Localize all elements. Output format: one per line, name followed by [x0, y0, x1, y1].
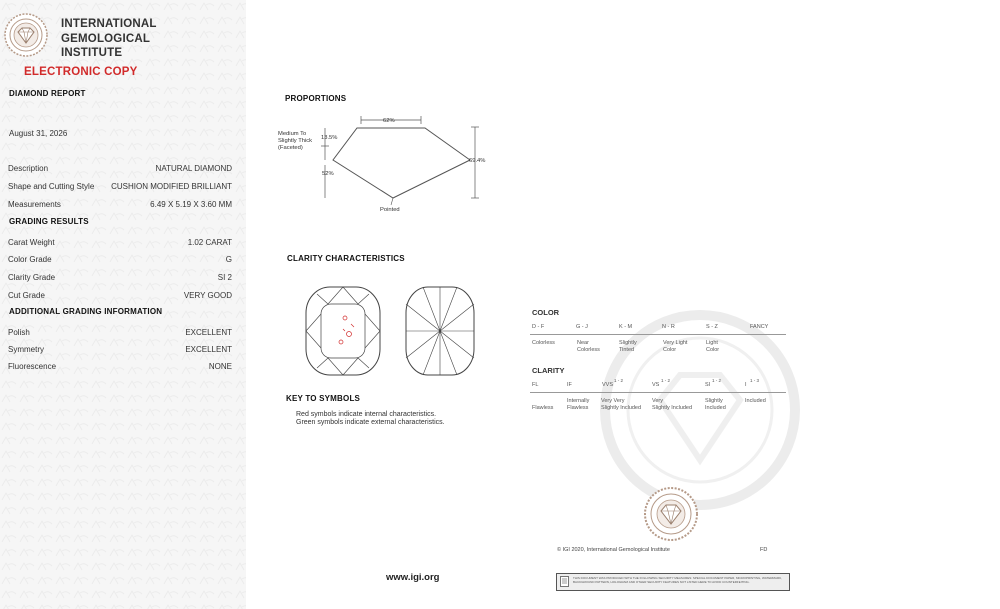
copyright-text: © IGI 2020, International Gemological Institute: [557, 547, 670, 553]
color-description: [532, 340, 555, 347]
key-red-text: Red symbols indicate internal characteristics.: [296, 411, 437, 418]
clarity-grade: I: [745, 382, 747, 388]
girdle-line: (Faceted): [278, 145, 303, 151]
color-description: [619, 340, 637, 354]
proportions-diagram: [275, 110, 500, 220]
org-line-3: INSTITUTE: [61, 47, 123, 59]
color-grade: K - M: [619, 324, 633, 330]
clarity-desc-line: Very: [652, 398, 664, 404]
website-link[interactable]: www.igi.org: [386, 572, 440, 583]
color-description: [577, 340, 600, 354]
clarity-scale-heading: CLARITY: [532, 366, 565, 375]
grading-label: Cut Grade: [8, 291, 45, 300]
crown-percentage: 13.5%: [321, 135, 338, 141]
clarity-grade-subscript: 1 - 3: [750, 378, 760, 383]
color-grade: N - R: [662, 324, 675, 330]
igi-footer-seal: [643, 486, 699, 542]
detail-value: CUSHION MODIFIED BRILLIANT: [111, 182, 232, 191]
pavilion-plot-diagram: [403, 284, 477, 378]
clarity-description: [601, 398, 641, 412]
report-title: DIAMOND REPORT: [9, 89, 86, 98]
grading-value: G: [225, 255, 232, 264]
color-description: [706, 340, 719, 354]
total-depth-percentage: 69.4%: [469, 158, 486, 164]
clarity-description: [532, 405, 553, 412]
detail-value: NATURAL DIAMOND: [155, 164, 232, 173]
clarity-grade: VVS: [602, 382, 614, 388]
clarity-desc-line: Included: [745, 398, 766, 404]
additional-label: Fluorescence: [8, 362, 57, 371]
document-icon: [560, 576, 570, 587]
color-grade: FANCY: [750, 324, 769, 330]
org-line-2: GEMOLOGICAL: [61, 32, 151, 45]
detail-value: 6.49 X 5.19 X 3.60 MM: [150, 200, 232, 209]
culet-description: Pointed: [380, 207, 400, 213]
clarity-desc-line: Included: [705, 405, 726, 411]
clarity-grade-subscript: 1 - 2: [712, 378, 722, 383]
detail-label: Measurements: [8, 200, 61, 209]
color-desc-line: Color: [663, 347, 677, 353]
clarity-grade-subscript: 1 - 2: [614, 378, 624, 383]
clarity-grade-subscript: 1 - 2: [661, 378, 671, 383]
report-date: August 31, 2026: [9, 129, 68, 138]
additional-info-heading: ADDITIONAL GRADING INFORMATION: [9, 307, 163, 316]
grading-value: SI 2: [217, 273, 232, 282]
clarity-scale-divider: [530, 392, 786, 393]
crown-plot-diagram: [303, 284, 383, 378]
color-desc-line: Light: [706, 340, 718, 346]
proportions-heading: PROPORTIONS: [285, 94, 347, 103]
color-desc-line: Near: [577, 340, 589, 346]
color-description: [663, 340, 687, 354]
color-desc-line: Color: [706, 347, 720, 353]
org-line-1: INTERNATIONAL: [61, 18, 157, 30]
security-notice-text: THIS DOCUMENT WAS PRODUCED WITH THE FOLLOWING SECURITY MEASURES: SPECIAL DOCUMENT PAPER, MICROPRINTING, WATERMARK, BACKGROUND PATTERN, HOLOGRAM AND OTHER SECURITY FEATURES NOT LISTED HERE TO AVOID COUNTERFEITING.: [573, 576, 783, 584]
color-desc-line: Tinted: [619, 347, 635, 353]
clarity-desc-line: Flawless: [567, 405, 589, 411]
additional-value: NONE: [208, 362, 232, 371]
clarity-grade: FL: [532, 382, 539, 388]
color-desc-line: Slightly: [619, 340, 637, 346]
clarity-desc-line: Very Very: [601, 398, 625, 404]
security-notice-box: [556, 573, 790, 591]
clarity-description: [652, 398, 692, 412]
clarity-characteristics-heading: CLARITY CHARACTERISTICS: [287, 254, 405, 263]
grading-label: Carat Weight: [8, 238, 55, 247]
grading-label: Color Grade: [8, 255, 52, 264]
detail-label: Shape and Cutting Style: [8, 182, 95, 191]
clarity-grade: IF: [567, 382, 572, 388]
additional-label: Symmetry: [8, 345, 44, 354]
detail-label: Description: [8, 164, 49, 173]
additional-label: Polish: [8, 328, 30, 337]
color-desc-line: Colorless: [532, 340, 555, 346]
left-panel: [0, 0, 246, 609]
pavilion-percentage: 52%: [322, 171, 334, 177]
grading-label: Clarity Grade: [8, 273, 56, 282]
color-grade: G - J: [576, 324, 588, 330]
girdle-line: Medium To: [278, 131, 307, 137]
grading-value: 1.02 CARAT: [187, 238, 232, 247]
additional-value: EXCELLENT: [185, 328, 232, 337]
document-code: FD: [760, 547, 768, 553]
grading-results-heading: GRADING RESULTS: [9, 217, 89, 226]
clarity-desc-line: Slightly Included: [652, 405, 693, 411]
grading-value: VERY GOOD: [183, 291, 232, 300]
clarity-desc-line: Internally: [567, 398, 590, 404]
girdle-description: [278, 131, 312, 152]
color-desc-line: Very Light: [663, 340, 688, 346]
clarity-desc-line: Flawless: [532, 405, 554, 411]
key-green-text: Green symbols indicate external characteristics.: [296, 419, 445, 426]
additional-value: EXCELLENT: [185, 345, 232, 354]
color-desc-line: Colorless: [577, 347, 600, 353]
table-percentage: 62%: [383, 118, 395, 124]
report-details: [0, 0, 232, 609]
clarity-desc-line: Slightly: [705, 398, 723, 404]
clarity-grade: VS: [652, 382, 660, 388]
girdle-line: Slightly Thick: [278, 138, 313, 144]
clarity-description: [745, 398, 766, 405]
electronic-copy-label: ELECTRONIC COPY: [24, 66, 138, 78]
clarity-description: [567, 398, 589, 412]
key-heading: KEY TO SYMBOLS: [286, 394, 361, 403]
clarity-desc-line: Slightly Included: [601, 405, 642, 411]
color-scale-heading: COLOR: [532, 308, 560, 317]
clarity-grade: SI: [705, 382, 711, 388]
color-scale-divider: [530, 334, 786, 335]
clarity-description: [705, 398, 726, 412]
color-grade: S - Z: [706, 324, 718, 330]
color-grade: D - F: [532, 324, 545, 330]
